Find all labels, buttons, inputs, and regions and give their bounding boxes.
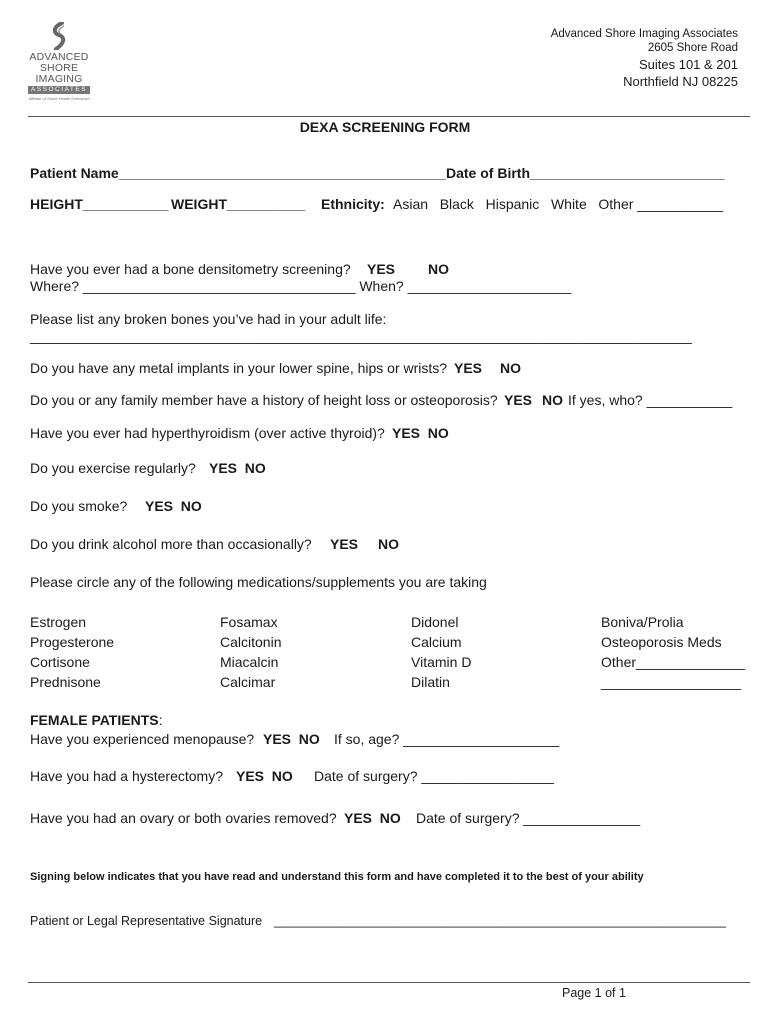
logo-line-2: SHORE xyxy=(39,62,79,74)
page-number: Page 1 of 1 xyxy=(562,986,626,1000)
medication-item[interactable]: Dilatin xyxy=(411,674,450,690)
female-heading-text: FEMALE PATIENTS xyxy=(30,712,159,728)
medications-column-1 xyxy=(30,612,114,692)
medication-item[interactable]: Calcitonin xyxy=(220,634,282,650)
question-bone-screening: Have you ever had a bone densitometry screening? xyxy=(30,261,351,277)
ovary-surgery-date-field[interactable]: Date of surgery? _______________ xyxy=(416,810,641,826)
medication-item[interactable]: Progesterone xyxy=(30,634,115,650)
q6-yes-no[interactable]: YES NO xyxy=(209,460,266,476)
medication-item[interactable]: Cortisone xyxy=(30,654,90,670)
medications-intro: Please circle any of the following medications/supplements you are taking xyxy=(30,574,487,590)
female-patients-heading xyxy=(30,712,162,728)
question-broken-bones: Please list any broken bones you’ve had in your adult life: xyxy=(30,311,387,327)
medication-item[interactable]: Miacalcin xyxy=(220,654,279,670)
q1-yes[interactable]: YES xyxy=(367,261,396,277)
q4-yes[interactable]: YES xyxy=(504,392,533,408)
question-ovary-removed: Have you had an ovary or both ovaries removed? xyxy=(30,810,337,826)
question-height-loss: Do you or any family member have a history of height loss or osteoporosis? xyxy=(30,392,498,408)
medication-item[interactable]: Didonel xyxy=(411,614,459,630)
q1-where-when-field[interactable]: Where? ___________________________________ When? _____________________ xyxy=(30,278,572,294)
question-hyperthyroidism: Have you ever had hyperthyroidism (over active thyroid)? xyxy=(30,425,385,441)
street-address: 2605 Shore Road xyxy=(647,42,738,54)
weight-field[interactable]: WEIGHT__________ xyxy=(171,196,305,212)
medication-item[interactable]: Calcium xyxy=(411,634,462,650)
suites: Suites 101 & 201 xyxy=(638,57,738,72)
logo-line-1: ADVANCED xyxy=(29,51,89,63)
q5-yes-no[interactable]: YES NO xyxy=(392,425,449,441)
height-field[interactable]: HEIGHT___________ xyxy=(30,196,169,212)
medication-item[interactable]: Calcimar xyxy=(220,674,276,690)
medications-column-3 xyxy=(411,612,471,692)
broken-bones-line[interactable]: _____________________________________________________________________________________ xyxy=(30,328,692,344)
logo-swirl-icon xyxy=(49,22,69,50)
f2-yes-no[interactable]: YES NO xyxy=(236,768,293,784)
footer-divider xyxy=(28,982,750,983)
question-menopause: Have you experienced menopause? xyxy=(30,731,255,747)
q8-no[interactable]: NO xyxy=(378,536,399,552)
signature-label: Patient or Legal Representative Signature xyxy=(30,914,263,928)
ethnicity-options[interactable]: Asian Black Hispanic White Other ___________ xyxy=(393,196,723,212)
question-alcohol: Do you drink alcohol more than occasionally? xyxy=(30,536,312,552)
menopause-age-field[interactable]: If so, age? ____________________ xyxy=(334,731,559,747)
medication-item[interactable]: Estrogen xyxy=(30,614,87,630)
medication-item[interactable]: Prednisone xyxy=(30,674,101,690)
logo-tagline: Affiliate of Shore Health Enterprise xyxy=(28,96,90,101)
medication-item[interactable]: Other______________ xyxy=(601,654,746,670)
question-metal-implants: Do you have any metal implants in your lower spine, hips or wrists? xyxy=(30,360,448,376)
medication-item[interactable]: Osteoporosis Meds xyxy=(601,634,722,650)
q3-no[interactable]: NO xyxy=(500,360,521,376)
form-title: DEXA SCREENING FORM xyxy=(299,119,471,135)
medication-item[interactable]: Boniva/Prolia xyxy=(601,614,684,630)
f3-yes-no[interactable]: YES NO xyxy=(344,810,401,826)
medications-column-4 xyxy=(601,612,745,692)
city-state-zip: Northfield NJ 08225 xyxy=(623,74,738,89)
medication-item[interactable]: __________________ xyxy=(601,674,742,690)
practice-name: Advanced Shore Imaging Associates xyxy=(550,28,738,40)
question-exercise: Do you exercise regularly? xyxy=(30,460,196,476)
company-logo xyxy=(28,22,90,104)
f1-yes-no[interactable]: YES NO xyxy=(263,731,320,747)
logo-line-3: IMAGING xyxy=(35,73,83,85)
q7-yes-no[interactable]: YES NO xyxy=(145,498,202,514)
ethnicity-label: Ethnicity: xyxy=(321,196,385,212)
header-divider xyxy=(28,116,750,117)
patient-name-field[interactable]: Patient Name__________________________________________ xyxy=(30,165,446,181)
medication-item[interactable]: Fosamax xyxy=(220,614,278,630)
q1-no[interactable]: NO xyxy=(428,261,449,277)
q4-who-field[interactable]: If yes, who? ___________ xyxy=(568,392,733,408)
question-smoke: Do you smoke? xyxy=(30,498,128,514)
question-hysterectomy: Have you had a hysterectomy? xyxy=(30,768,223,784)
q3-yes[interactable]: YES xyxy=(454,360,483,376)
hysterectomy-date-field[interactable]: Date of surgery? _________________ xyxy=(314,768,554,784)
medications-column-2 xyxy=(220,612,281,692)
medication-item[interactable]: Vitamin D xyxy=(411,654,472,670)
signature-line[interactable]: _________________________________________________________________ xyxy=(274,914,726,928)
signature-note: Signing below indicates that you have read and understand this form and have completed it to the best of your ability xyxy=(30,871,644,883)
q4-no[interactable]: NO xyxy=(542,392,563,408)
q8-yes[interactable]: YES xyxy=(330,536,359,552)
female-heading-colon: : xyxy=(158,712,163,728)
logo-associates: ASSOCIATES xyxy=(28,86,90,94)
date-of-birth-field[interactable]: Date of Birth_________________________ xyxy=(446,165,725,181)
